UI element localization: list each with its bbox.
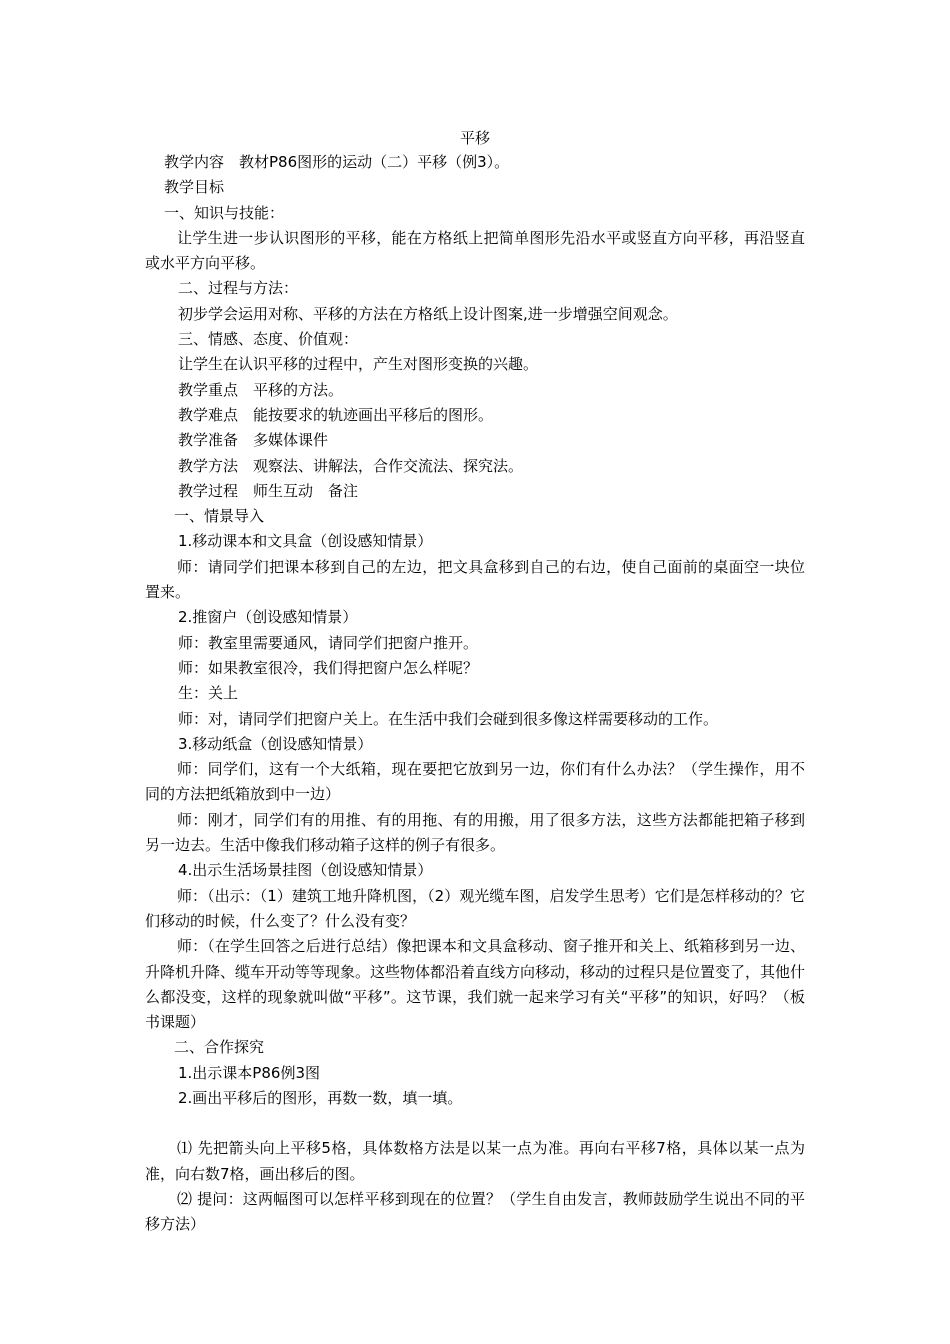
explore-step-1: ⑴ 先把箭头向上平移5格，具体数格方法是以某一点为准。再向右平移7格，具体以某一点为准，向右数7格，画出移后的图。 (145, 1139, 805, 1183)
part-4-heading: 4.出示生活场景挂图（创设感知情景） (178, 861, 433, 880)
part-2-line-1: 师：教室里需要通风，请同学们把窗户推开。 (178, 633, 479, 652)
part-1-body: 师：请同学们把课本移到自己的左边，把文具盒移到自己的右边，使自己面前的桌面空一块位置来。 (145, 557, 805, 602)
difficulty: 教学难点 能按要求的轨迹画出平移后的图形。 (178, 405, 494, 424)
part-3-line-1: 师：同学们，这有一个大纸箱，现在要把它放到另一边，你们有什么办法？（学生操作，用不同的方法把纸箱放到中一边） (145, 760, 805, 804)
goal-1-body: 让学生进一步认识图形的平移，能在方格纸上把简单图形先沿水平或竖直方向平移，再沿竖直或水平方向平移。 (145, 228, 805, 273)
part-2-line-3: 生：关上 (178, 684, 239, 703)
key-point: 教学重点 平移的方法。 (178, 380, 344, 399)
explore-step-2: ⑵ 提问：这两幅图可以怎样平移到现在的位置？（学生自由发言，教师鼓励学生说出不同的平移方法） (145, 1189, 805, 1234)
section-2-heading: 二、合作探究 (174, 1038, 265, 1057)
part-2-line-4: 师：对，请同学们把窗户关上。在生活中我们会碰到很多像这样需要移动的工作。 (178, 709, 719, 728)
goal-1-heading: 一、知识与技能： (164, 203, 285, 222)
part-4-line-1: 师：（出示：（1）建筑工地升降机图，（2）观光缆车图，启发学生思考）它们是怎样移动的？它们移动的时候，什么变了？什么没有变？ (145, 886, 805, 930)
goal-3-heading: 三、情感、态度、价值观： (178, 330, 359, 349)
blank-line (145, 1111, 805, 1136)
part-4-line-2: 师：（在学生回答之后进行总结）像把课本和文具盒移动、窗子推开和关上、纸箱移到另一边、升降机升降、缆车开动等等现象。这些物体都沿着直线方向移动，移动的过程只是位置变了，其他什么都没变，这样的现象就叫做“平移”。这节课，我们就一起来学习有关“平移”的知识，好吗？（板书课题） (145, 937, 806, 1032)
document-body (145, 126, 805, 1237)
part-2-heading: 2.推窗户（创设感知情景） (178, 608, 358, 627)
teaching-method: 教学方法 观察法、讲解法，合作交流法、探究法。 (178, 456, 524, 475)
part-3-heading: 3.移动纸盒（创设感知情景） (178, 734, 373, 753)
explore-item-1: 1.出示课本P86例3图 (178, 1063, 320, 1082)
preparation: 教学准备 多媒体课件 (178, 431, 329, 450)
part-1-heading: 1.移动课本和文具盒（创设感知情景） (178, 532, 433, 551)
section-1-heading: 一、情景导入 (174, 507, 265, 526)
part-3-line-2: 师：刚才，同学们有的用推、有的用拖、有的用搬，用了很多方法，这些方法都能把箱子移到另一边去。生活中像我们移动箱子这样的例子有很多。 (145, 810, 805, 855)
teaching-content: 教学内容 教材P86图形的运动（二）平移（例3）。 (164, 153, 510, 171)
teaching-process: 教学过程 师生互动 备注 (178, 481, 359, 500)
part-2-line-2: 师：如果教室很冷，我们得把窗户怎么样呢？ (178, 658, 479, 677)
doc-title: 平移 (459, 129, 490, 147)
explore-item-2: 2.画出平移后的图形，再数一数，填一填。 (178, 1088, 463, 1107)
goal-2-body: 初步学会运用对称、平移的方法在方格纸上设计图案,进一步增强空间观念。 (178, 304, 678, 323)
goal-3-body: 让学生在认识平移的过程中，产生对图形变换的兴趣。 (178, 355, 539, 374)
goal-2-heading: 二、过程与方法： (178, 279, 299, 298)
teaching-goals-heading: 教学目标 (164, 178, 225, 197)
